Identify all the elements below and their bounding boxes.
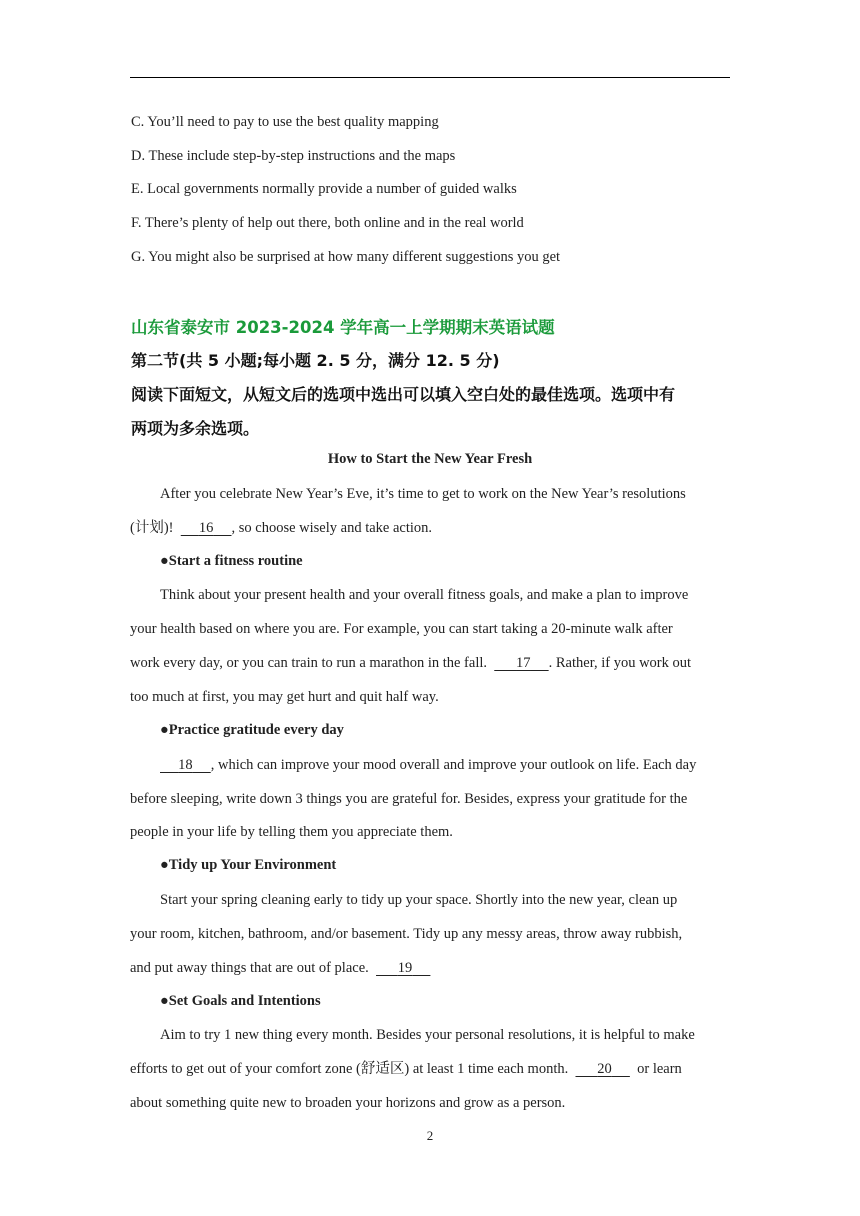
fitness-text-post: . Rather, if you work out	[548, 655, 692, 671]
instructions-line-1: 阅读下面短文，从短文后的选项中选出可以填入空白处的最佳选项。选项中有	[131, 385, 676, 404]
instructions-line-2: 两项为多余选项。	[131, 419, 260, 438]
intro-line-1: After you celebrate New Year’s Eve, it’s time to get to work on the New Year’s resolutions	[160, 486, 686, 502]
fitness-line-4: too much at first, you may get hurt and quit half way.	[130, 689, 439, 705]
gratitude-line-1	[160, 756, 760, 774]
tidy-text-pre: and put away things that are out of place.	[130, 960, 369, 976]
fitness-line-3	[130, 654, 730, 672]
blank-17-number: 17	[516, 655, 531, 671]
option-f: F. There’s plenty of help out there, both online and in the real world	[131, 215, 524, 231]
blank-17	[494, 654, 548, 672]
blank-18-number: 18	[178, 757, 193, 773]
heading-tidy: ●Tidy up Your Environment	[160, 857, 337, 873]
option-d: D. These include step-by-step instructions and the maps	[131, 148, 456, 164]
blank-19	[376, 959, 430, 977]
blank-20	[576, 1060, 630, 1078]
blank-18	[160, 756, 211, 774]
fitness-line-2: your health based on where you are. For example, you can start taking a 20-minute walk after	[130, 621, 673, 637]
heading-fitness: ●Start a fitness routine	[160, 553, 303, 569]
option-g: G. You might also be surprised at how many different suggestions you get	[131, 249, 561, 265]
heading-goals: ●Set Goals and Intentions	[160, 993, 321, 1009]
tidy-line-3	[130, 959, 730, 977]
heading-gratitude: ●Practice gratitude every day	[160, 722, 344, 738]
gratitude-line-3: people in your life by telling them you appreciate them.	[130, 824, 453, 840]
goals-line-2	[130, 1060, 730, 1078]
exam-source: 山东省泰安市 2023-2024 学年高一上学期期末英语试题	[131, 318, 555, 337]
goals-line-1: Aim to try 1 new thing every month. Besides your personal resolutions, it is helpful to make	[160, 1027, 695, 1043]
intro-text-pre: (计划)!	[130, 520, 174, 536]
blank-20-number: 20	[597, 1061, 612, 1077]
goals-line-3: about something quite new to broaden your horizons and grow as a person.	[130, 1095, 566, 1111]
fitness-text-pre: work every day, or you can train to run a marathon in the fall.	[130, 655, 488, 671]
option-e: E. Local governments normally provide a number of guided walks	[131, 181, 517, 197]
blank-19-number: 19	[397, 960, 413, 976]
header-rule	[130, 77, 730, 78]
gratitude-text-post: , which can improve your mood overall and improve your outlook on life. Each day	[210, 757, 697, 773]
blank-16	[181, 519, 232, 537]
goals-text-pre: efforts to get out of your comfort zone (舒适区) at least 1 time each month.	[130, 1061, 569, 1077]
option-c: C. You’ll need to pay to use the best quality mapping	[131, 114, 439, 130]
gratitude-line-2: before sleeping, write down 3 things you are grateful for. Besides, express your gratitude for the	[130, 791, 688, 807]
passage-title: How to Start the New Year Fresh	[327, 451, 533, 467]
page-number: 2	[426, 1128, 434, 1143]
blank-16-number: 16	[198, 520, 214, 536]
fitness-line-1: Think about your present health and your overall fitness goals, and make a plan to improve	[160, 587, 689, 603]
tidy-line-1: Start your spring cleaning early to tidy up your space. Shortly into the new year, clean up	[160, 892, 678, 908]
goals-text-post: or learn	[637, 1061, 682, 1077]
section-header: 第二节(共 5 小题;每小题 2. 5 分，满分 12. 5 分)	[131, 351, 500, 370]
intro-line-2	[130, 519, 730, 537]
tidy-line-2: your room, kitchen, bathroom, and/or basement. Tidy up any messy areas, throw away rubbish,	[130, 926, 683, 942]
intro-text-post: , so choose wisely and take action.	[231, 520, 433, 536]
